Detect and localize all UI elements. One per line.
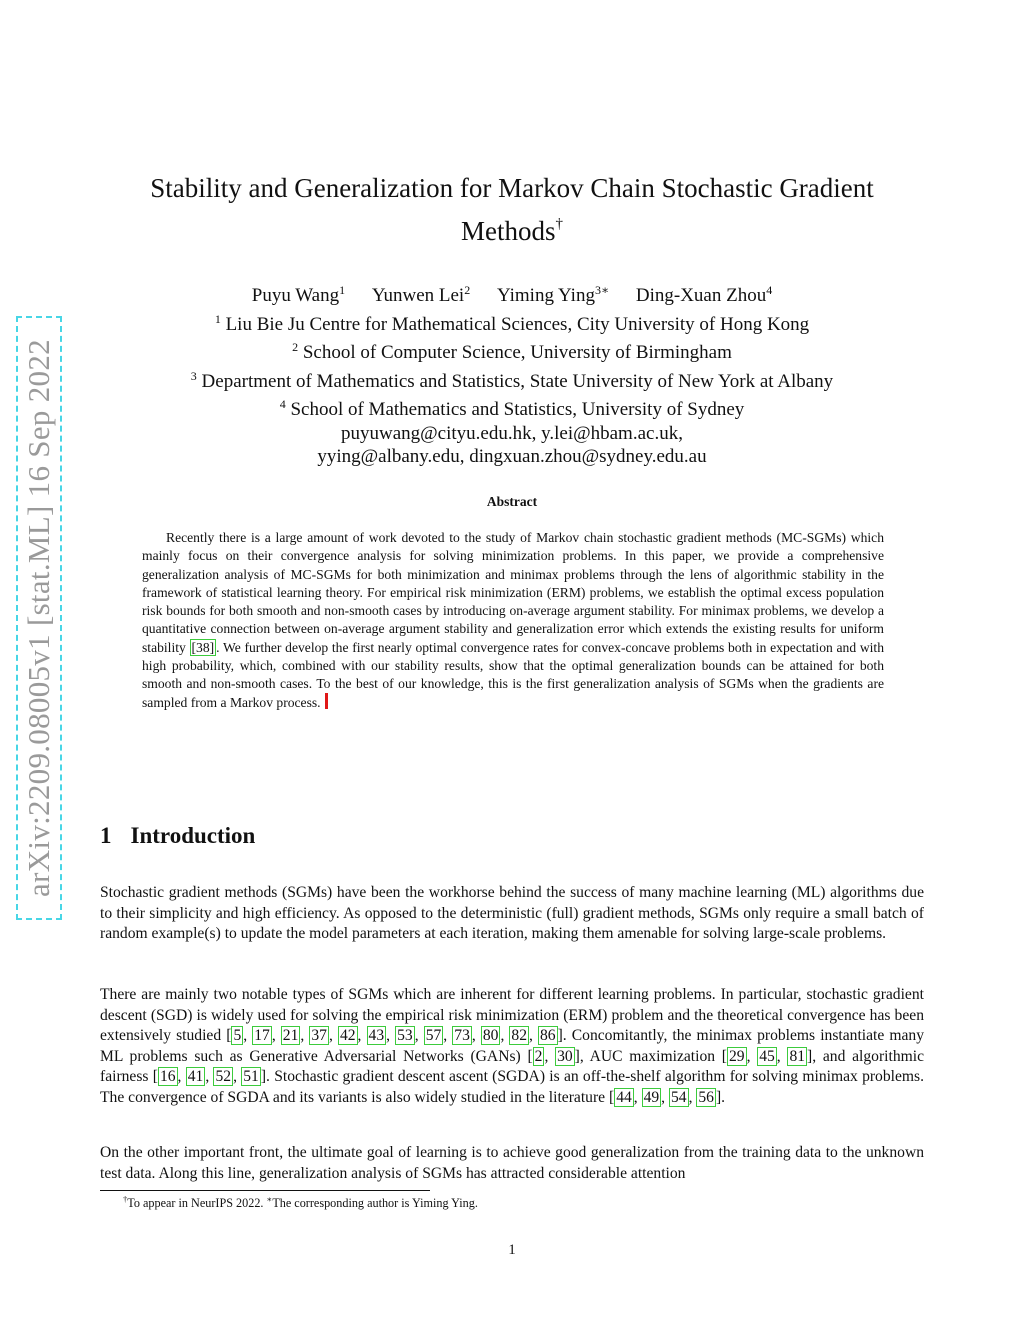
citation-group: 5 , 17 , 21 , 37 , 42 , 43 , 53 , 57 , 73 , 80 , 82 , 86 xyxy=(233,1027,556,1044)
author-list xyxy=(100,279,924,308)
email-line-2: yying@albany.edu, dingxuan.zhou@sydney.edu.au xyxy=(317,446,707,467)
citation-link[interactable]: 30 xyxy=(557,1047,573,1065)
email-line-1: puyuwang@cityu.edu.hk, y.lei@hbam.ac.uk, xyxy=(341,422,683,444)
citation-link[interactable]: 42 xyxy=(339,1027,356,1044)
paper-title xyxy=(100,170,924,206)
citation-link[interactable]: 2 xyxy=(534,1047,543,1065)
citation-link[interactable]: 43 xyxy=(368,1027,385,1044)
affiliation-4: $^4$ School of Mathematics and Statistics, University of Sydney xyxy=(279,397,745,420)
citation-link[interactable]: 45 xyxy=(759,1047,775,1065)
affiliation-1: $^1$ Liu Bie Ju Centre for Mathematical Sciences, City University of Hong Kong xyxy=(214,311,810,335)
citation-link[interactable]: 16 xyxy=(159,1068,176,1085)
affiliation-2: $^2$ School of Computer Science, University of Birmingham xyxy=(292,340,732,363)
citation-link[interactable]: 56 xyxy=(698,1088,714,1106)
section-title: Introduction xyxy=(130,823,256,848)
citation-link[interactable]: 52 xyxy=(215,1068,232,1085)
citation-link[interactable]: 86 xyxy=(540,1027,556,1044)
citation-link[interactable]: 5 xyxy=(233,1027,242,1044)
citation-link[interactable]: 44 xyxy=(616,1088,632,1106)
citation-link[interactable]: 81 xyxy=(789,1047,806,1065)
citation-link[interactable]: 37 xyxy=(311,1027,327,1044)
citation-link[interactable]: [38] xyxy=(191,639,215,655)
citation-link[interactable]: 51 xyxy=(243,1068,259,1085)
paper-title-cont xyxy=(100,206,924,249)
intro-paragraph-3: On the other important front, the ultimate goal of learning is to achieve good generalization from the training data to the unknown test data. Along this line, generalization analysis of SGMs has attracted considerable attention xyxy=(100,1144,924,1182)
citation-link[interactable]: 49 xyxy=(643,1088,660,1106)
arxiv-stamp[interactable] xyxy=(16,316,62,920)
footnote: †To appear in NeurIPS 2022. ∗The corresponding author is Yiming Ying. xyxy=(123,1194,478,1210)
title-dagger: † xyxy=(555,216,563,232)
abstract-body: Recently there is a large amount of work devoted to the study of Markov chain stochastic gradient methods (MC-SGMs) which mainly focus on their convergence analysis for solving minimization problems. In this paper, we provide a comprehensive generalization analysis of MC-SGMs for both minimization and minimax problems through the lens of algorithmic stability in the framework of statistical learning theory. For empirical risk minimization (ERM) problems, we establish the optimal excess population risk bounds for both smooth and non-smooth cases by introducing on-average argument stability. For minimax problems, we develop a quantitative connection between on-average argument stability and generalization error which extends the existing results for uniform stability [38] . We further develop the first nearly optimal convergence rates for convex-concave problems both in expectation and with high probability, which, combined with our stability results, show that the optimal generalization bounds can be attained for both smooth and non-smooth cases. To the best of our knowledge, this is the first generalization analysis of SGMs when the gradients are sampled from a Markov process. xyxy=(142,530,884,711)
citation-link[interactable]: 41 xyxy=(187,1068,204,1085)
citation-link[interactable]: 54 xyxy=(670,1088,687,1106)
citation-link[interactable]: 29 xyxy=(728,1047,745,1065)
author-block xyxy=(100,279,924,469)
page-number: 1 xyxy=(508,1242,516,1258)
citation-link[interactable]: 57 xyxy=(425,1027,442,1044)
intro-paragraph-1: Stochastic gradient methods (SGMs) have been the workhorse behind the success of many machine learning (ML) algorithms due to their simplicity and high efficiency. As opposed to the deterministic (full) gradient methods, SGMs only require a small batch of random example(s) to update the model parameters at each iteration, making them amenable for solving large-scale problems. xyxy=(100,884,924,942)
affiliation-3: $^3$ Department of Mathematics and Statistics, State University of New York at Albany xyxy=(190,368,834,392)
author-3: Yiming Ying$^{3∗}$ xyxy=(496,283,610,306)
author-4: Ding-Xuan Zhou$^4$ xyxy=(635,283,773,306)
text-cursor xyxy=(325,693,328,709)
citation-link[interactable]: 73 xyxy=(454,1027,470,1044)
citation-link[interactable]: 17 xyxy=(254,1027,270,1044)
author-1: Puyu Wang$^1$ xyxy=(251,283,346,306)
citation-link[interactable]: 21 xyxy=(282,1027,299,1044)
title-line-1: Stability and Generalization for Markov Chain Stochastic Gradient xyxy=(150,173,874,203)
citation-link[interactable]: 53 xyxy=(397,1027,413,1044)
footnote-rule xyxy=(100,1190,430,1191)
title-line-2: Methods xyxy=(461,216,556,246)
citation-link[interactable]: 82 xyxy=(511,1027,528,1044)
section-number: 1 xyxy=(100,823,112,848)
intro-paragraph-2: There are mainly two notable types of SGMs which are inherent for different learning problems. In particular, stochastic gradient descent (SGD) is widely used for solving the empirical risk minimization (ERM) problem and the theoretical convergence has been extensively studied [ 5 , 17 , 21 , 37 , 42 , 43 , 53 , 57 , 73 , 80 , 82 , 86 ]. Concomitantly, the minimax problems instantiate many ML problems such as Generative Adversarial Networks (GANs) [ 2 , 30 ], AUC maximization [ 29 , 45 , 81 ], and algorithmic fairness [ 16 , 41 , 52 , 51 ]. Stochastic gradient descent ascent (SGDA) is an off-the-shelf algorithm for solving minimax problems. The convergence of SGDA and its variants is also widely studied in the literature [ 44 , 49 , 54 , 56 ]. xyxy=(100,986,925,1106)
section-heading xyxy=(100,823,255,849)
arxiv-id: arXiv:2209.08005v1 [stat.ML] 16 Sep 2022 xyxy=(21,339,56,897)
author-2: Yunwen Lei$^2$ xyxy=(371,283,471,306)
abstract-heading: Abstract xyxy=(486,494,538,509)
citation-link[interactable]: 80 xyxy=(482,1027,499,1044)
